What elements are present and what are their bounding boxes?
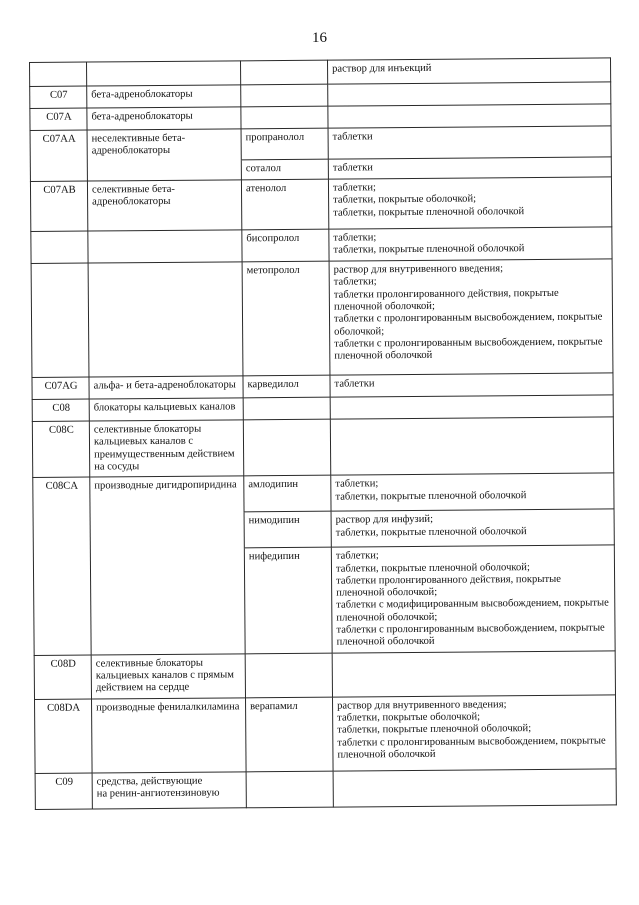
- table-row: [35, 769, 616, 810]
- drug-name-cell: верапамил: [245, 697, 333, 772]
- drug-name-cell: [241, 106, 328, 129]
- dosage-form-cell: [333, 769, 616, 807]
- drug-name-cell: соталол: [241, 159, 328, 180]
- group-name-cell: блокаторы кальциевых каналов: [89, 398, 243, 421]
- drug-name-cell: бисопролол: [242, 229, 329, 262]
- atc-code-cell: [31, 263, 89, 377]
- drug-name-cell: карведилол: [243, 375, 330, 398]
- atc-code-cell: C08CA: [33, 477, 90, 513]
- dosage-form-cell: [330, 395, 613, 419]
- drug-name-cell: [243, 397, 330, 420]
- table-row: [30, 126, 611, 162]
- drug-table-body: [30, 58, 617, 809]
- group-name-cell: селективные бета- адреноблокаторы: [87, 180, 241, 231]
- drug-name-cell: нифедипин: [244, 547, 332, 653]
- drug-name-cell: амлодипин: [244, 475, 331, 512]
- document-frame: [29, 57, 616, 824]
- group-name-cell: средства, действующие на ренин-ангиотензиновую: [92, 771, 246, 808]
- dosage-form-cell: раствор для инъекций: [327, 58, 610, 84]
- drug-table: [29, 57, 617, 809]
- table-row: [33, 509, 614, 550]
- group-name-cell: [88, 230, 242, 263]
- atc-code-cell: C08: [32, 399, 89, 421]
- atc-code-cell: [33, 513, 90, 549]
- group-name-cell: [90, 512, 244, 549]
- table-row: [31, 227, 612, 264]
- group-name-cell: [87, 160, 241, 181]
- table-row: [32, 417, 613, 478]
- drug-name-cell: [243, 419, 330, 476]
- group-name-cell: [88, 262, 243, 377]
- atc-code-cell: C07: [30, 86, 87, 108]
- drug-name-cell: нимодипин: [244, 511, 331, 548]
- drug-name-cell: атенолол: [241, 179, 328, 230]
- table-row: [33, 473, 614, 514]
- dosage-form-cell: раствор для инфузий; таблетки, покрытые пленочной оболочкой: [331, 509, 614, 547]
- dosage-form-cell: таблетки; таблетки, покрытые оболочкой; таблетки, покрытые пленочной оболочкой: [328, 177, 611, 229]
- group-name-cell: селективные блокаторы кальциевых каналов с преимущественным действием на сосуды: [89, 420, 243, 477]
- table-row: [35, 695, 617, 774]
- atc-code-cell: [30, 161, 87, 181]
- atc-code-cell: C07AB: [30, 181, 87, 231]
- dosage-form-cell: таблетки: [328, 126, 611, 159]
- atc-code-cell: [31, 231, 88, 263]
- group-name-cell: селективные блокаторы кальциевых каналов с прямым действием на сердце: [91, 653, 245, 698]
- atc-code-cell: C09: [35, 773, 92, 809]
- dosage-form-cell: [330, 417, 613, 475]
- page-number: 16: [312, 30, 327, 46]
- table-row: [33, 545, 615, 655]
- group-name-cell: производные дигидропиридина: [90, 476, 244, 513]
- atc-code-cell: C07AA: [30, 130, 87, 162]
- atc-code-cell: [30, 62, 87, 86]
- dosage-form-cell: таблетки; таблетки, покрытые пленочной оболочкой: [331, 473, 614, 511]
- group-name-cell: бета-адреноблокаторы: [87, 107, 241, 130]
- dosage-form-cell: [328, 82, 611, 106]
- group-name-cell: бета-адреноблокаторы: [87, 85, 241, 108]
- group-name-cell: производные фенилалкиламина: [92, 697, 247, 772]
- dosage-form-cell: таблетки; таблетки, покрытые пленочной оболочкой; таблетки пролонгированного действия, покрытые пленочной оболочкой; таблетки с модифицированным высвобождением, покрытые пленочной оболочкой; таблетки с пролонгированным высвобождением, покрытые пленочной оболочкой: [331, 545, 615, 653]
- atc-code-cell: C08DA: [35, 699, 93, 773]
- drug-name-cell: [245, 653, 332, 698]
- dosage-form-cell: раствор для внутривенного введения; таблетки; таблетки пролонгированного действия, покрытые пленочной оболочкой; таблетки с пролонгированным высвобождением, покрытые оболочкой; таблетки с пролонгированным высвобождением, покрытые пленочной оболочкой: [329, 259, 613, 375]
- dosage-form-cell: таблетки: [330, 373, 613, 397]
- table-row: [30, 177, 611, 232]
- atc-code-cell: C07AG: [32, 377, 89, 399]
- group-name-cell: [87, 61, 241, 86]
- group-name-cell: альфа- и бета-адреноблокаторы: [89, 376, 243, 399]
- drug-name-cell: [246, 771, 333, 808]
- drug-name-cell: [240, 60, 327, 85]
- atc-code-cell: C08C: [32, 421, 89, 478]
- table-row: [31, 259, 613, 378]
- drug-name-cell: метопролол: [242, 261, 330, 376]
- table-row: [34, 651, 615, 700]
- drug-name-cell: пропранолол: [241, 128, 328, 160]
- atc-code-cell: C08D: [34, 655, 91, 699]
- atc-code-cell: C07A: [30, 108, 87, 130]
- dosage-form-cell: раствор для внутривенного введения; таблетки, покрытые оболочкой; таблетки, покрытые пленочной оболочкой; таблетки с пролонгированным высвобождением, покрытые пленочной оболочкой: [332, 695, 616, 771]
- dosage-form-cell: [332, 651, 615, 697]
- group-name-cell: [90, 548, 245, 655]
- atc-code-cell: [33, 549, 91, 655]
- group-name-cell: неселективные бета- адреноблокаторы: [87, 129, 241, 161]
- dosage-form-cell: таблетки; таблетки, покрытые пленочной оболочкой: [329, 227, 612, 261]
- drug-name-cell: [241, 84, 328, 107]
- dosage-form-cell: [328, 104, 611, 128]
- dosage-form-cell: таблетки: [328, 157, 611, 179]
